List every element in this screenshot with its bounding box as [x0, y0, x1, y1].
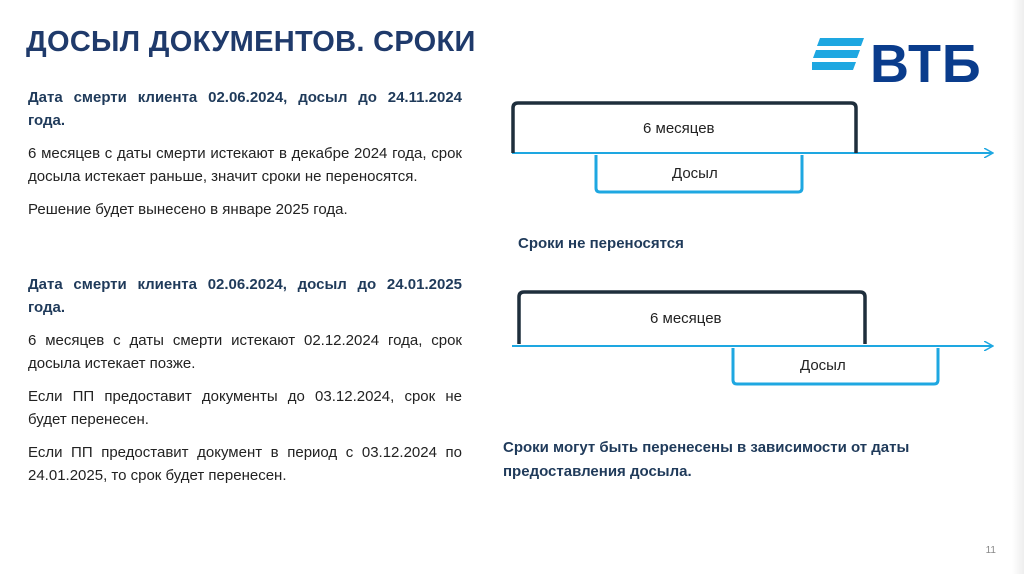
page-number: 11	[985, 545, 996, 556]
case2-heading: Дата смерти клиента 02.06.2024, досыл до 24.01.2025 года.	[28, 276, 462, 316]
page-title: ДОСЫЛ ДОКУМЕНТОВ. СРОКИ	[26, 26, 476, 58]
case2-paragraph-1: 6 месяцев с даты смерти истекают 02.12.2024 года, срок досыла истекает позже.	[28, 332, 462, 372]
case1-heading: Дата смерти клиента 02.06.2024, досыл до 24.11.2024 года.	[28, 89, 462, 129]
dosyl-label-2: Досыл	[800, 357, 846, 374]
diagram1-caption: Сроки не переносятся	[518, 235, 684, 252]
slide-edge	[1012, 0, 1024, 574]
case2-paragraph-3: Если ПП предоставит документ в период с 03.12.2024 по 24.01.2025, то срок будет перенесен.	[28, 444, 462, 484]
case2-paragraph-2: Если ПП предоставит документы до 03.12.2024, срок не будет перенесен.	[28, 388, 462, 428]
months-label-2: 6 месяцев	[650, 310, 722, 327]
logo-text: ВТБ	[870, 34, 982, 94]
dosyl-label-1: Досыл	[672, 165, 718, 182]
diagram2-caption: Сроки могут быть перенесены в зависимости от даты предоставления досыла.	[503, 439, 910, 480]
case1-paragraph-1: 6 месяцев с даты смерти истекают в декабре 2024 года, срок досыла истекает раньше, значит сроки не переносятся.	[28, 145, 462, 185]
months-label-1: 6 месяцев	[643, 120, 715, 137]
case1-paragraph-2: Решение будет вынесено в январе 2025 года.	[28, 201, 348, 218]
